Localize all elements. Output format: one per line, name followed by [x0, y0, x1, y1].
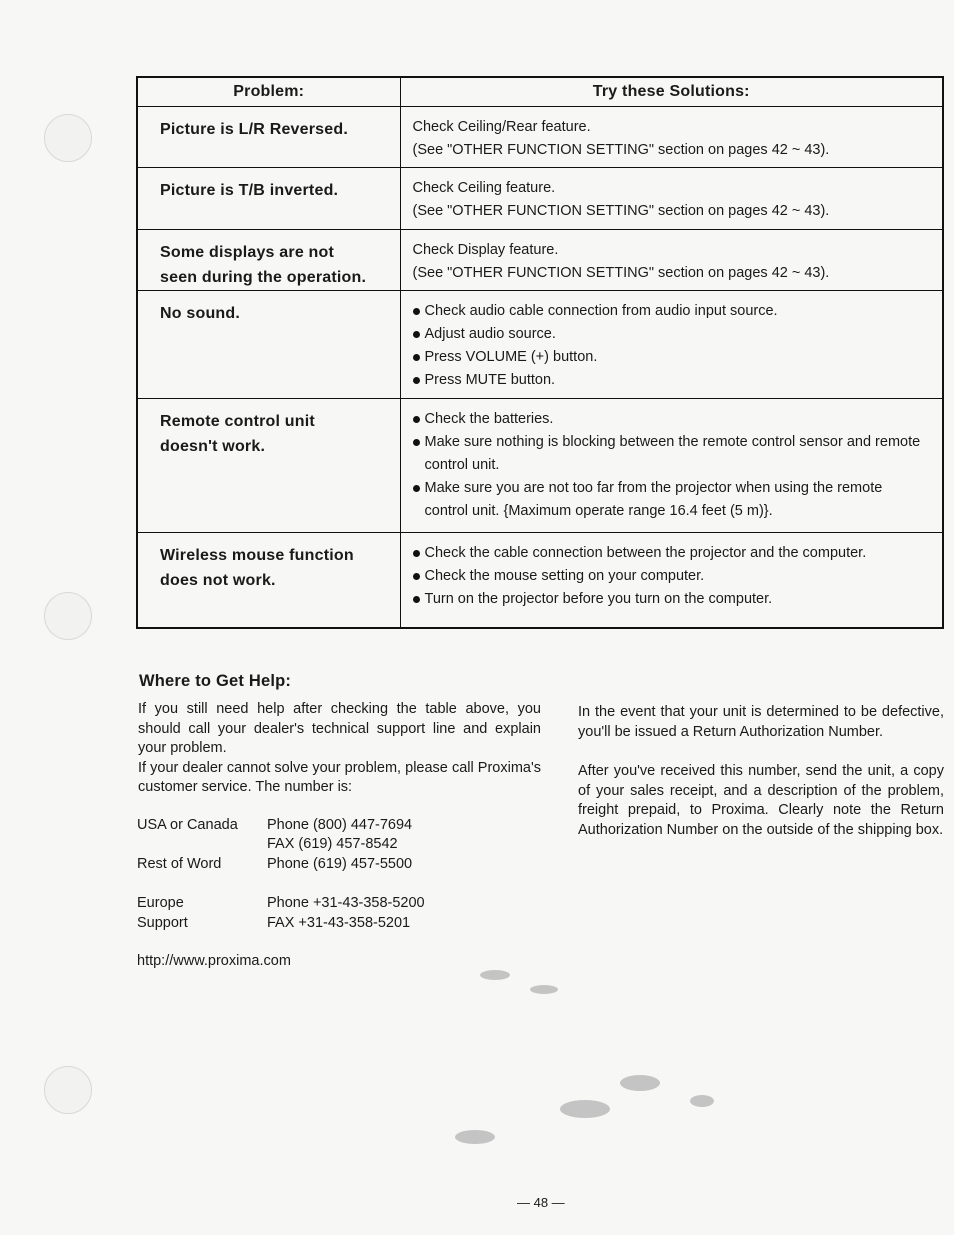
europe-fax: FAX +31-43-358-5201: [267, 915, 411, 931]
problem-cell: [137, 230, 400, 291]
solution-reference: (See "OTHER FUNCTION SETTING" section on pages 42 ~ 43).: [412, 265, 830, 281]
help-intro: [138, 700, 541, 798]
table-row: [137, 291, 943, 399]
solution-text: Check Ceiling/Rear feature.: [412, 119, 591, 135]
scan-speck: [620, 1075, 660, 1091]
problem-cell: [137, 399, 400, 533]
help-paragraph: If you still need help after checking the table above, you should call your dealer's technical support line and explain your problem.: [138, 701, 541, 756]
solutions-column-header: Try these Solutions:: [400, 77, 943, 107]
problem-cell: [137, 533, 400, 628]
solution-item: Make sure nothing is blocking between the remote control sensor and remote control unit.: [413, 431, 929, 477]
region-label-support: Support: [137, 915, 188, 931]
help-paragraph: In the event that your unit is determined to be defective, you'll be issued a Return Authorization Number.: [578, 704, 944, 740]
troubleshooting-table: [136, 76, 944, 629]
solution-cell: [400, 291, 943, 399]
problem-text: Picture is L/R Reversed.: [160, 121, 348, 138]
problem-cell: [137, 291, 400, 399]
problem-cell: [137, 107, 400, 168]
solution-cell: [400, 168, 943, 230]
scan-speck: [560, 1100, 610, 1118]
usa-fax: FAX (619) 457-8542: [267, 836, 398, 852]
table-row: [137, 230, 943, 291]
solution-item: Press VOLUME (+) button.: [413, 346, 929, 369]
solution-item: Check audio cable connection from audio input source.: [413, 300, 929, 323]
solution-item: Make sure you are not too far from the projector when using the remote control unit. {Maximum operate range 16.4 feet (5 m)}.: [413, 477, 929, 523]
europe-phone: Phone +31-43-358-5200: [267, 895, 425, 911]
solution-cell: [400, 230, 943, 291]
solution-list: [413, 300, 929, 392]
solution-text: Check Display feature.: [412, 242, 559, 258]
problem-column-header: Problem:: [137, 77, 400, 107]
solution-cell: [400, 107, 943, 168]
problem-text: Some displays are not: [160, 244, 335, 261]
problem-text: No sound.: [160, 305, 241, 322]
usa-phone: Phone (800) 447-7694: [267, 817, 413, 833]
problem-text: Remote control unit: [160, 413, 315, 430]
problem-cell: [137, 168, 400, 230]
help-section-title: Where to Get Help:: [139, 672, 292, 690]
problem-text: does not work.: [160, 572, 276, 589]
scan-speck: [690, 1095, 714, 1107]
binder-hole-top: [44, 114, 92, 162]
binder-hole-bottom: [44, 1066, 92, 1114]
solution-reference: (See "OTHER FUNCTION SETTING" section on pages 42 ~ 43).: [412, 142, 830, 158]
help-paragraph: After you've received this number, send the unit, a copy of your sales receipt, and a description of the problem, freight prepaid, to Proxima. Clearly note the Return Authorization Number on the outside of the shipping box.: [578, 763, 944, 838]
solution-item: Check the batteries.: [413, 408, 929, 431]
scan-speck: [530, 985, 558, 994]
table-row: [137, 533, 943, 628]
region-label-europe: Europe: [137, 895, 184, 911]
solution-item: Check the mouse setting on your computer.: [413, 565, 929, 588]
solution-cell: [400, 399, 943, 533]
solution-reference: (See "OTHER FUNCTION SETTING" section on pages 42 ~ 43).: [412, 203, 830, 219]
problem-text: Picture is T/B inverted.: [160, 182, 339, 199]
solution-item: Turn on the projector before you turn on the computer.: [413, 588, 929, 611]
solution-text: Check Ceiling feature.: [412, 180, 556, 196]
rest-phone: Phone (619) 457-5500: [267, 856, 413, 872]
solution-list: [413, 408, 929, 523]
help-paragraph: If your dealer cannot solve your problem, please call Proxima's customer service. The number is:: [138, 759, 541, 795]
table-row: [137, 107, 943, 168]
solution-list: [413, 542, 929, 611]
table-header-row: [137, 77, 943, 107]
problem-text: Wireless mouse function: [160, 547, 354, 564]
region-label-usa: USA or Canada: [137, 817, 238, 833]
problem-text: doesn't work.: [160, 438, 266, 455]
return-authorization-info: [578, 703, 944, 860]
binder-hole-middle: [44, 592, 92, 640]
table-row: [137, 399, 943, 533]
website-link[interactable]: http://www.proxima.com: [137, 953, 291, 969]
region-label-rest: Rest of Word: [137, 856, 222, 872]
table-row: [137, 168, 943, 230]
problem-text: seen during the operation.: [160, 269, 367, 286]
solution-item: Press MUTE button.: [413, 369, 929, 392]
solution-item: Check the cable connection between the projector and the computer.: [413, 542, 929, 565]
solution-cell: [400, 533, 943, 628]
scan-speck: [480, 970, 510, 980]
solution-item: Adjust audio source.: [413, 323, 929, 346]
page-number: — 48 —: [517, 1195, 565, 1210]
scan-speck: [455, 1130, 495, 1144]
